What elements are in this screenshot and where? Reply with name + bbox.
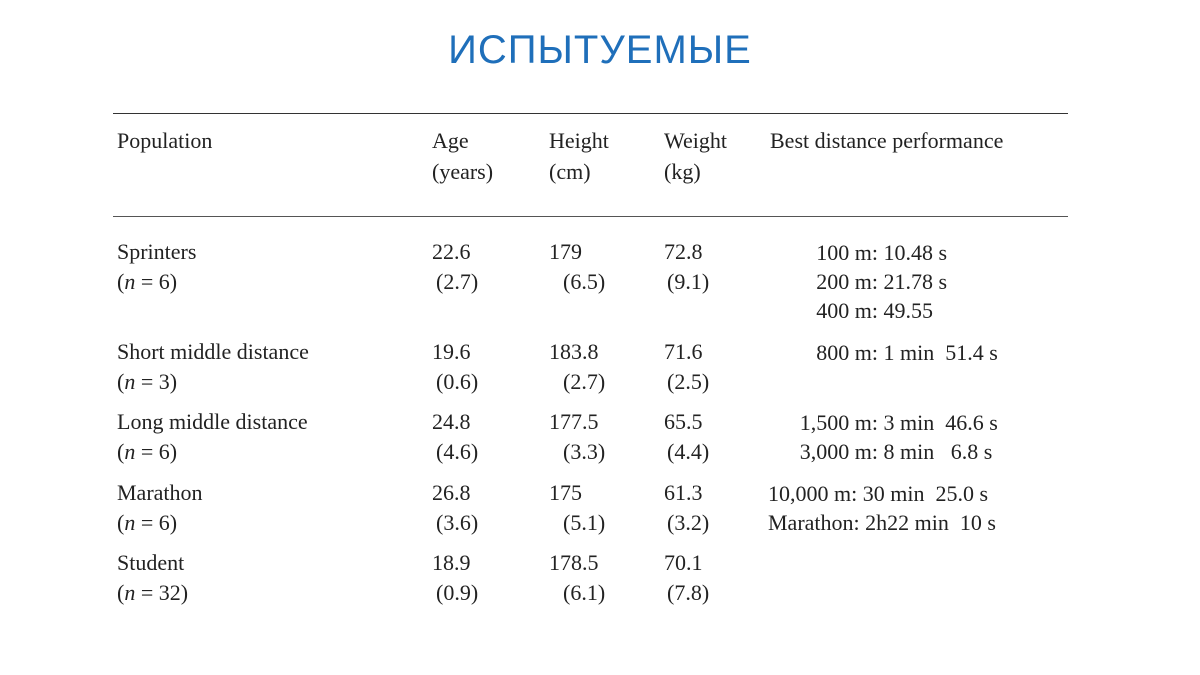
row-group-name: Student bbox=[117, 550, 185, 575]
row-age: 18.9 bbox=[432, 550, 471, 575]
header-best-performance: Best distance performance bbox=[770, 128, 1004, 153]
header-age-unit: (years) bbox=[432, 159, 494, 184]
best-distance-value: 2h22 min 10 s bbox=[865, 510, 996, 535]
row-weight-sd: (2.5) bbox=[667, 369, 710, 394]
header-height: Height bbox=[549, 128, 609, 153]
row-group-size: (n = 6) bbox=[117, 510, 178, 535]
row-weight: 65.5 bbox=[664, 409, 703, 434]
row-weight-sd: (7.8) bbox=[667, 580, 710, 605]
best-distance-label: Marathon: bbox=[768, 510, 860, 535]
best-performance-line bbox=[768, 338, 1038, 367]
row-best-performance bbox=[768, 238, 1038, 325]
row-weight: 72.8 bbox=[664, 239, 703, 264]
row-group-size: (n = 6) bbox=[117, 439, 178, 464]
best-distance-value: 49.55 bbox=[883, 298, 933, 323]
header-weight: Weight bbox=[664, 128, 727, 153]
row-weight-sd: (9.1) bbox=[667, 269, 710, 294]
row-age-sd: (0.6) bbox=[436, 369, 479, 394]
row-group-name: Marathon bbox=[117, 480, 203, 505]
best-performance-line bbox=[768, 508, 1038, 537]
header-weight-unit: (kg) bbox=[664, 159, 701, 184]
best-performance-line bbox=[768, 479, 1038, 508]
row-height-sd: (2.7) bbox=[563, 369, 606, 394]
best-distance-label: 1,500 m: bbox=[799, 410, 878, 435]
row-weight-sd: (4.4) bbox=[667, 439, 710, 464]
best-performance-line bbox=[768, 437, 1038, 466]
best-distance-value: 30 min 25.0 s bbox=[862, 481, 989, 506]
header-population: Population bbox=[117, 128, 213, 153]
slide-title: ИСПЫТУЕМЫЕ bbox=[448, 28, 752, 72]
best-distance-label: 3,000 m: bbox=[799, 439, 878, 464]
row-age: 26.8 bbox=[432, 480, 471, 505]
row-height-sd: (6.5) bbox=[563, 269, 606, 294]
row-height: 178.5 bbox=[549, 550, 599, 575]
row-group-name: Sprinters bbox=[117, 239, 197, 264]
row-weight: 61.3 bbox=[664, 480, 703, 505]
row-weight: 70.1 bbox=[664, 550, 703, 575]
row-age-sd: (2.7) bbox=[436, 269, 479, 294]
best-performance-line bbox=[768, 238, 1038, 267]
row-age-sd: (4.6) bbox=[436, 439, 479, 464]
best-distance-value: 3 min 46.6 s bbox=[883, 410, 998, 435]
best-distance-value: 21.78 s bbox=[883, 269, 948, 294]
best-distance-value: 10.48 s bbox=[883, 240, 948, 265]
best-distance-label: 800 m: bbox=[816, 340, 878, 365]
row-best-performance bbox=[768, 479, 1038, 537]
row-height-sd: (5.1) bbox=[563, 510, 606, 535]
best-distance-label: 100 m: bbox=[816, 240, 878, 265]
row-age-sd: (0.9) bbox=[436, 580, 479, 605]
row-weight-sd: (3.2) bbox=[667, 510, 710, 535]
row-best-performance bbox=[768, 338, 1038, 367]
table-top-rule bbox=[113, 113, 1068, 114]
row-height-sd: (3.3) bbox=[563, 439, 606, 464]
row-age: 24.8 bbox=[432, 409, 471, 434]
row-age-sd: (3.6) bbox=[436, 510, 479, 535]
row-age: 22.6 bbox=[432, 239, 471, 264]
row-height: 183.8 bbox=[549, 339, 599, 364]
best-distance-value: 8 min 6.8 s bbox=[883, 439, 993, 464]
row-group-size: (n = 32) bbox=[117, 580, 189, 605]
row-group-size: (n = 3) bbox=[117, 369, 178, 394]
table-header-rule bbox=[113, 216, 1068, 217]
row-height-sd: (6.1) bbox=[563, 580, 606, 605]
row-group-name: Long middle distance bbox=[117, 409, 308, 434]
best-distance-label: 200 m: bbox=[816, 269, 878, 294]
row-group-name: Short middle distance bbox=[117, 339, 309, 364]
best-distance-label: 400 m: bbox=[816, 298, 878, 323]
best-distance-value: 1 min 51.4 s bbox=[883, 340, 998, 365]
best-performance-line bbox=[768, 408, 1038, 437]
row-weight: 71.6 bbox=[664, 339, 703, 364]
best-performance-line bbox=[768, 267, 1038, 296]
row-height: 179 bbox=[549, 239, 582, 264]
row-age: 19.6 bbox=[432, 339, 471, 364]
row-height: 177.5 bbox=[549, 409, 599, 434]
best-distance-label: 10,000 m: bbox=[768, 481, 858, 506]
row-best-performance bbox=[768, 408, 1038, 466]
best-performance-line bbox=[768, 296, 1038, 325]
row-height: 175 bbox=[549, 480, 582, 505]
row-group-size: (n = 6) bbox=[117, 269, 178, 294]
header-age: Age bbox=[432, 128, 469, 153]
header-height-unit: (cm) bbox=[549, 159, 591, 184]
